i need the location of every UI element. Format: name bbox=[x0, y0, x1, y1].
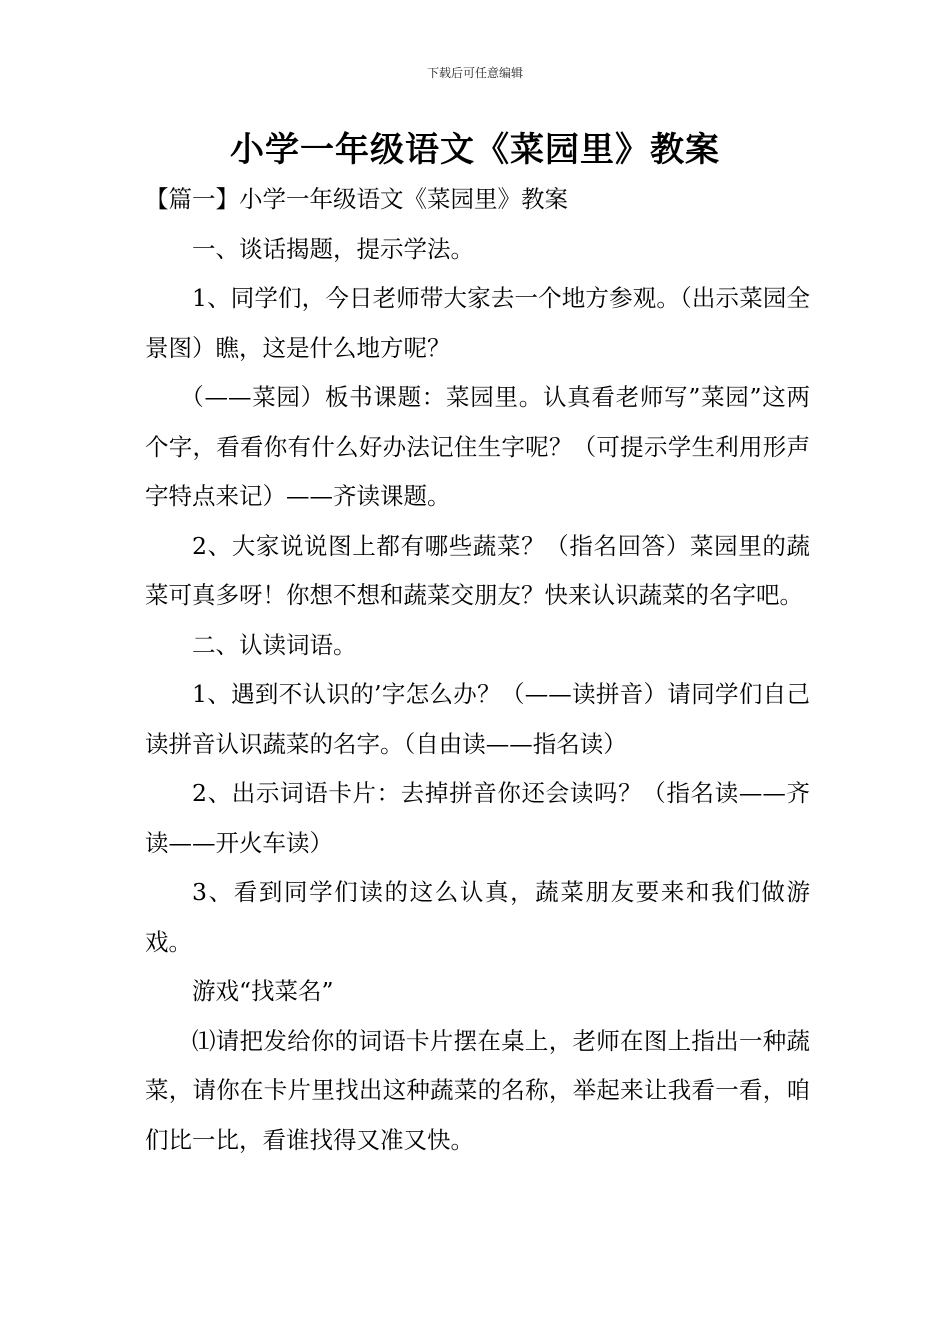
paragraph: 一、谈话揭题，提示学法。 bbox=[192, 234, 474, 263]
paragraph: （——菜园）板书课题：菜园里。认真看老师写”菜园”这两个字，看看你有什么好办法记住生字呢？（可提示学生利用形声字特点来记）——齐读课题。 bbox=[145, 383, 810, 510]
paragraph: 1、遇到不认识的’字怎么办？（——读拼音）请同学们自己读拼音认识蔬菜的名字。（自由读——指名读） bbox=[145, 680, 810, 758]
section-heading: 【篇一】小学一年级语文《菜园里》教案 bbox=[145, 185, 568, 213]
document-title: 小学一年级语文《菜园里》教案 bbox=[230, 130, 720, 170]
paragraph: 1、同学们，今日老师带大家去一个地方参观。（出示菜园全景图）瞧，这是什么地方呢？ bbox=[145, 284, 810, 362]
paragraph: 2、出示词语卡片：去掉拼音你还会读吗？（指名读——齐读——开火车读） bbox=[145, 779, 810, 857]
document-body bbox=[145, 175, 810, 1165]
paragraph: ⑴请把发给你的词语卡片摆在桌上，老师在图上指出一种蔬菜，请你在卡片里找出这种蔬菜的名称，举起来让我看一看，咱们比一比，看谁找得又准又快。 bbox=[145, 1026, 810, 1154]
paragraph: 二、认读词语。 bbox=[192, 630, 357, 659]
paragraph: 游戏“找菜名” bbox=[192, 977, 334, 1005]
paragraph: 3、看到同学们读的这么认真，蔬菜朋友要来和我们做游戏。 bbox=[145, 878, 810, 956]
header-note: 下载后可任意编辑 bbox=[426, 66, 523, 80]
paragraph: 2、大家说说图上都有哪些蔬菜？（指名回答）菜园里的蔬菜可真多呀！你想不想和蔬菜交朋友？快来认识蔬菜的名字吧。 bbox=[145, 531, 810, 609]
